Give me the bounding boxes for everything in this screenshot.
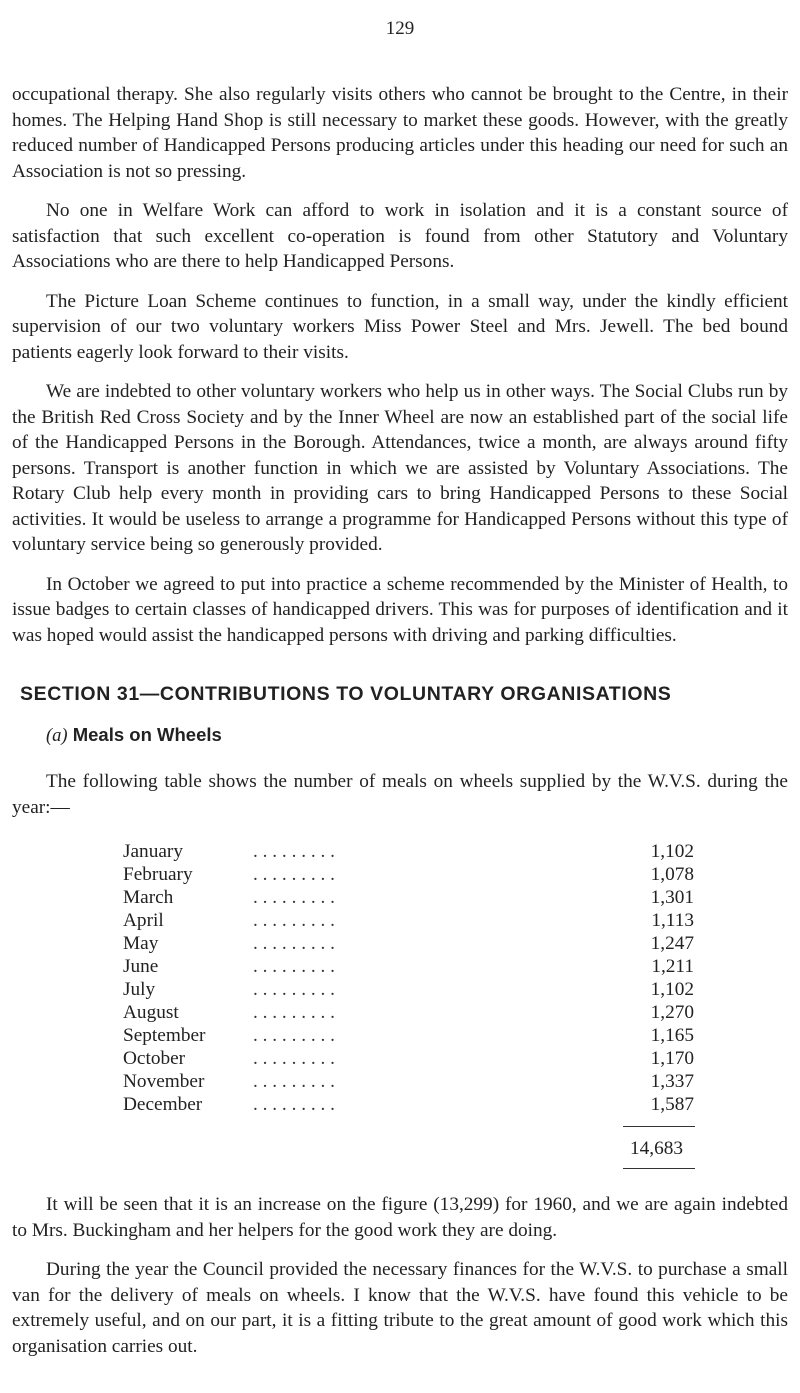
leader-dots: . . . . . . . . . bbox=[253, 1002, 335, 1023]
leader-dots: . . . . . . . . . bbox=[253, 956, 335, 977]
month-cell: September bbox=[123, 1025, 206, 1046]
meals-count-cell: 1,170 bbox=[650, 1048, 694, 1069]
meals-count-cell: 1,301 bbox=[650, 887, 694, 908]
month-cell: August bbox=[123, 1002, 179, 1023]
meals-table bbox=[123, 840, 694, 1116]
leader-dots: . . . . . . . . . bbox=[253, 1071, 335, 1092]
table-row bbox=[123, 1024, 694, 1047]
table-row bbox=[123, 978, 694, 1001]
sub-heading-title: Meals on Wheels bbox=[72, 723, 222, 745]
leader-dots: . . . . . . . . . bbox=[253, 841, 335, 862]
leader-dots: . . . . . . . . . bbox=[253, 1094, 335, 1115]
total-rule-top bbox=[623, 1126, 695, 1127]
meals-count-cell: 1,247 bbox=[650, 933, 694, 954]
table-row bbox=[123, 886, 694, 909]
paragraph: During the year the Council provided the necessary finances for the W.V.S. to purchase a small van for the delivery of meals on wheels. I know that the W.V.S. have found this vehicle to be extremely useful, and on our part, it is a fitting tribute to the great amount of good work which this organisation carries out. bbox=[12, 1259, 788, 1357]
meals-count-cell: 1,102 bbox=[650, 979, 694, 1000]
meals-count-cell: 1,078 bbox=[650, 864, 694, 885]
leader-dots: . . . . . . . . . bbox=[253, 887, 335, 908]
leader-dots: . . . . . . . . . bbox=[253, 864, 335, 885]
month-cell: June bbox=[123, 956, 159, 977]
meals-count-cell: 1,211 bbox=[651, 956, 694, 977]
month-cell: November bbox=[123, 1071, 205, 1092]
meals-count-cell: 1,270 bbox=[650, 1002, 694, 1023]
meals-count-cell: 1,337 bbox=[650, 1071, 694, 1092]
leader-dots: . . . . . . . . . bbox=[253, 1025, 335, 1046]
month-cell: December bbox=[123, 1094, 203, 1115]
table-row bbox=[123, 932, 694, 955]
table-row bbox=[123, 1070, 694, 1093]
page-content bbox=[12, 82, 788, 1373]
paragraph: The Picture Loan Scheme continues to function, in a small way, under the kindly efficient supervision of our two voluntary workers Miss Power Steel and Mrs. Jewell. The bed bound patients eagerly look forward to their visits. bbox=[12, 290, 788, 363]
month-cell: October bbox=[123, 1048, 186, 1069]
month-cell: January bbox=[123, 841, 183, 862]
sub-heading bbox=[46, 722, 788, 750]
leader-dots: . . . . . . . . . bbox=[253, 910, 335, 931]
paragraph: occupational therapy. She also regularly visits others who cannot be brought to the Centre, in their homes. The Helping Hand Shop is still necessary to market these goods. However, with the greatly reduced number of Handicapped Persons producing articles under this heading our need for such an Association is not so pressing. bbox=[12, 84, 788, 182]
meals-count-cell: 1,165 bbox=[650, 1025, 694, 1046]
leader-dots: . . . . . . . . . bbox=[253, 1048, 335, 1069]
table-row bbox=[123, 863, 694, 886]
table-row bbox=[123, 1093, 694, 1116]
paragraph: It will be seen that it is an increase on the figure (13,299) for 1960, and we are again indebted to Mrs. Buckingham and her helpers for the good work they are doing. bbox=[12, 1194, 788, 1241]
meals-count-cell: 1,113 bbox=[651, 910, 694, 931]
month-cell: May bbox=[123, 933, 159, 954]
paragraph: In October we agreed to put into practice a scheme recommended by the Minister of Health, to issue badges to certain classes of handicapped drivers. This was for purposes of identification and it was hoped would assist the handicapped persons with driving and parking difficulties. bbox=[12, 573, 788, 646]
month-cell: February bbox=[123, 864, 193, 885]
month-cell: July bbox=[123, 979, 156, 1000]
total-block bbox=[12, 1126, 788, 1176]
table-row bbox=[123, 840, 694, 863]
table-row bbox=[123, 909, 694, 932]
paragraph: We are indebted to other voluntary workers who help us in other ways. The Social Clubs run by the British Red Cross Society and by the Inner Wheel are now an established part of the social life of the Handicapped Persons in the Borough. Attendances, twice a month, are always around fifty persons. Transport is another function in which we are assisted by Voluntary Associations. The Rotary Club help every month in providing cars to bring Handicapped Persons to these Social activities. It would be useless to arrange a programme for Handicapped Persons without this type of voluntary service being so generously provided. bbox=[12, 381, 788, 555]
month-cell: April bbox=[123, 910, 164, 931]
total-value: 14,683 bbox=[629, 1138, 683, 1159]
sub-heading-label: (a) bbox=[46, 725, 68, 746]
table-row bbox=[123, 955, 694, 978]
total-rule-bottom bbox=[623, 1168, 695, 1169]
table-intro: The following table shows the number of meals on wheels supplied by the W.V.S. during the year:— bbox=[12, 771, 788, 818]
meals-count-cell: 1,587 bbox=[650, 1094, 694, 1115]
table-row bbox=[123, 1047, 694, 1070]
leader-dots: . . . . . . . . . bbox=[253, 933, 335, 954]
table-row bbox=[123, 1001, 694, 1024]
meals-count-cell: 1,102 bbox=[650, 841, 694, 862]
month-cell: March bbox=[123, 887, 174, 908]
section-heading: SECTION 31—CONTRIBUTIONS TO VOLUNTARY ORGANISATIONS bbox=[20, 683, 672, 705]
paragraph: No one in Welfare Work can afford to work in isolation and it is a constant source of satisfaction that such excellent co-operation is found from other Statutory and Voluntary Associations who are there to help Handicapped Persons. bbox=[12, 200, 788, 272]
leader-dots: . . . . . . . . . bbox=[253, 979, 335, 1000]
page-number: 129 bbox=[385, 18, 415, 39]
